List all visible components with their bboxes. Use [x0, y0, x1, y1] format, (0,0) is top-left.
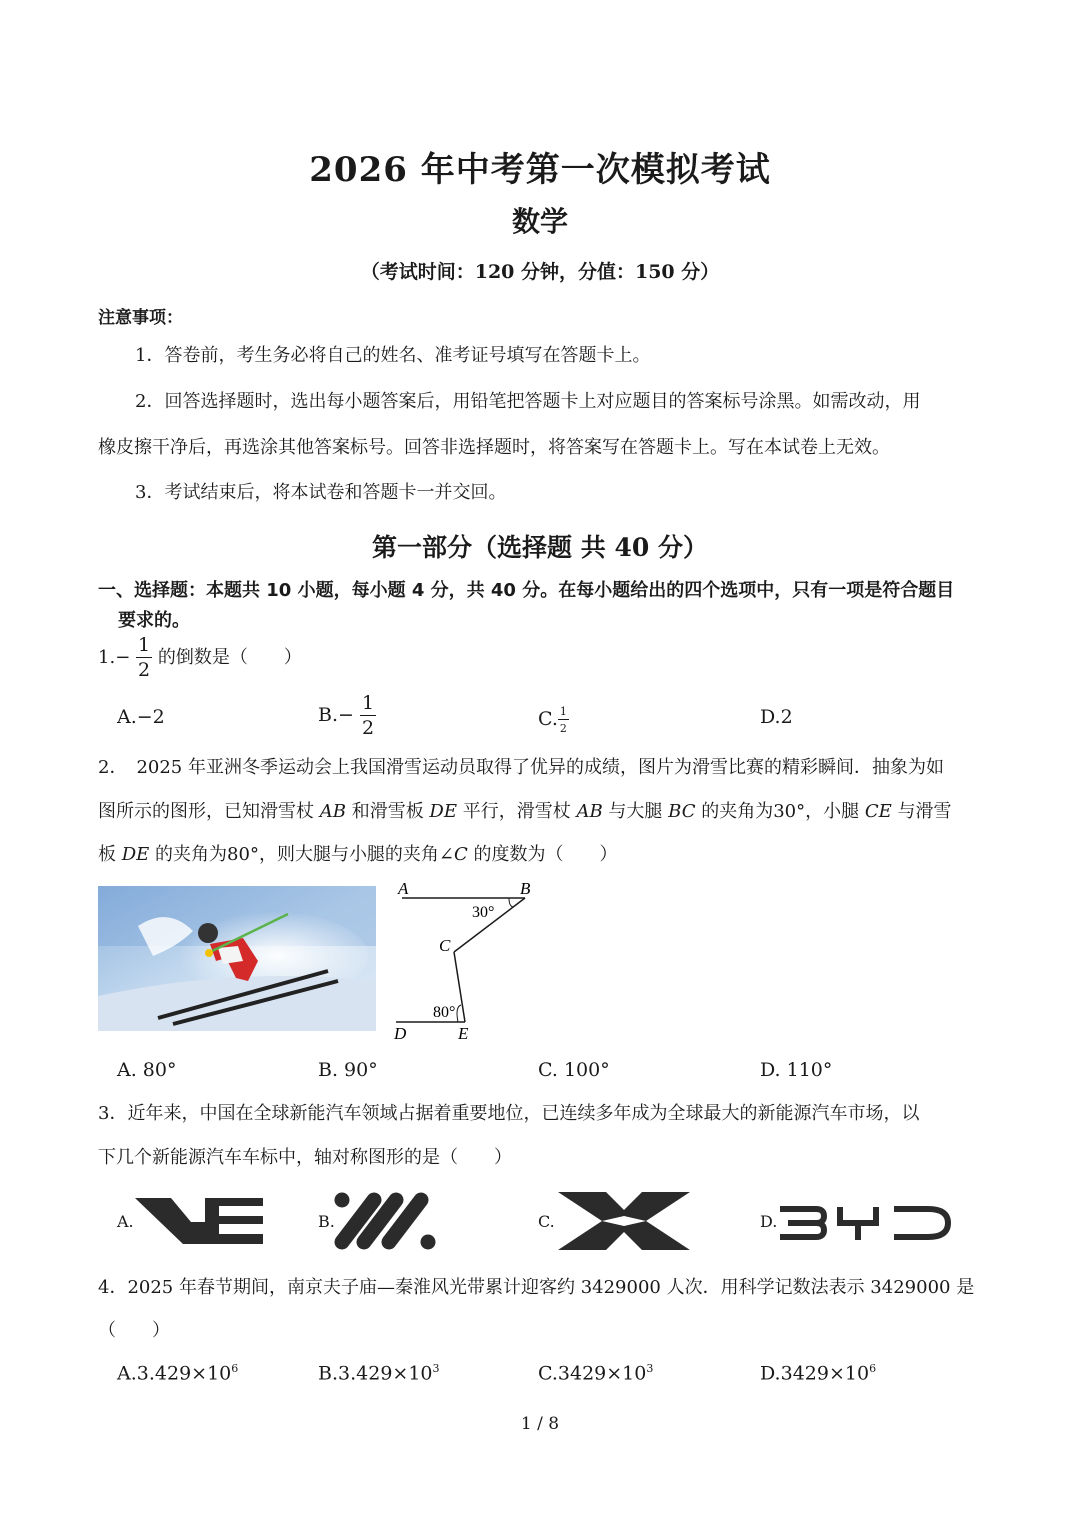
q4-option-a: $A.3.429\times 10^6$ [117, 1362, 239, 1385]
label-e: E [458, 1024, 469, 1040]
q1-option-d: D.2 [760, 706, 793, 728]
note-item-2: 2．回答选择题时，选出每小题答案后，用铅笔把答题卡上对应题目的答案标号涂黑。如需改动，用 [135, 391, 921, 412]
label-c: C [439, 936, 451, 955]
q2-option-d: D. 110° [760, 1059, 833, 1081]
page-number: 1 / 8 [520, 1414, 560, 1434]
q2-line-3: 板 DE 的夹角为80°，则大腿与小腿的夹角∠C 的度数为（ ） [98, 844, 618, 865]
q3-option-c-label: C. [538, 1212, 555, 1231]
q1-neg: − [115, 647, 131, 668]
car-logo-c [556, 1190, 692, 1252]
q3-line-1: 3．近年来，中国在全球新能汽车领域占据着重要地位，已连续多年成为全球最大的新能源汽车市场，以 [98, 1103, 920, 1124]
q3-option-a-label: A. [117, 1212, 134, 1231]
section-instructions [98, 576, 998, 636]
q2-line-2: 图所示的图形，已知滑雪杖 AB 和滑雪板 DE 平行，滑雪杖 AB 与大腿 BC 的夹角为30°，小腿 CE 与滑雪 [98, 801, 952, 822]
q1-option-a: A.−2 [117, 706, 165, 728]
exam-title: 2026 年中考第一次模拟考试 [309, 150, 771, 190]
label-b: B [520, 880, 531, 898]
notes-heading: 注意事项： [98, 308, 183, 328]
q1-number: 1. [98, 647, 116, 668]
part-one-title: 第一部分（选择题 共 40 分） [372, 533, 708, 562]
q3-option-b-label: B. [318, 1212, 335, 1231]
note-item-3: 3．考试结束后，将本试卷和答题卡一并交回。 [135, 482, 507, 503]
q4-option-b: $B.3.429\times 10^3$ [318, 1362, 440, 1385]
label-d: D [394, 1024, 407, 1040]
angle-30: 30° [472, 904, 495, 921]
note-item-2-cont: 橡皮擦干净后，再选涂其他答案标号。回答非选择题时，将答案写在答题卡上。写在本试卷上无效。 [98, 437, 890, 458]
q1-option-b: B.− $\frac{1}{2}$ [318, 692, 375, 739]
q1-option-c-fraction: $\frac{1}{2}$ [559, 705, 567, 735]
label-a: A [398, 880, 409, 898]
angle-80: 80° [433, 1004, 456, 1021]
q1-text: 的倒数是（ ） [157, 647, 302, 668]
question-1 [98, 636, 302, 680]
subject-title: 数学 [511, 205, 568, 238]
q1-fraction: $\frac{1}{2}$ [138, 634, 151, 681]
exam-time-info: （考试时间：120 分钟，分值：150 分） [360, 261, 720, 283]
q2-option-b: B. 90° [318, 1059, 378, 1081]
segment-ce [454, 952, 465, 1022]
car-logo-d-byd [776, 1204, 952, 1242]
q1-option-c: C. $\frac{1}{2}$ [538, 705, 567, 735]
q4-line-1: 4．2025 年春节期间，南京夫子庙—秦淮风光带累计迎客约 3429000 人次．用科学记数法表示 3429000 是 [98, 1277, 975, 1298]
q4-option-c: $C.3429\times 10^3$ [538, 1362, 654, 1385]
note-item-1: 1．答卷前，考生务必将自己的姓名、准考证号填写在答题卡上。 [135, 345, 651, 366]
q1-option-b-fraction: $\frac{1}{2}$ [361, 692, 375, 739]
skier-photo [98, 886, 376, 1031]
car-logo-b [334, 1192, 438, 1250]
q2-option-c: C. 100° [538, 1059, 610, 1081]
q4-line-2: （ ） [98, 1320, 170, 1341]
q2-diagram [392, 880, 542, 1040]
section-line-1: 一、选择题：本题共 10 小题，每小题 4 分，共 40 分。在每小题给出的四个选项中，只有一项是符合题目 [98, 580, 955, 601]
q3-line-2: 下几个新能源汽车车标中，轴对称图形的是（ ） [98, 1147, 512, 1168]
section-line-2: 要求的。 [118, 610, 190, 631]
q2-line-1: 2． 2025 年亚洲冬季运动会上我国滑雪运动员取得了优异的成绩，图片为滑雪比赛的精彩瞬间．抽象为如 [98, 757, 944, 778]
q3-option-d-label: D. [760, 1212, 778, 1231]
car-logo-a [133, 1194, 265, 1248]
q4-option-d: $D.3429\times 10^6$ [760, 1362, 877, 1385]
q2-option-a: A. 80° [117, 1059, 177, 1081]
